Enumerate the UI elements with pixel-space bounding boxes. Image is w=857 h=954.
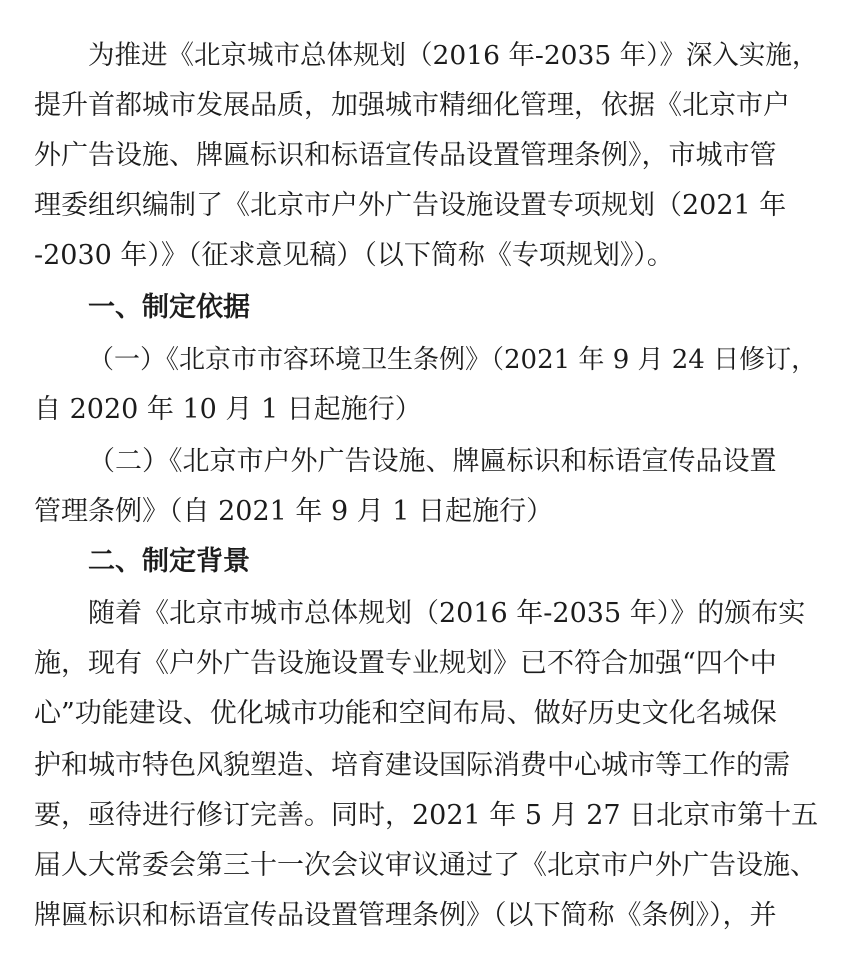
basis-line-3: （二）《北京市户外广告设施、牌匾标识和标语宣传品设置 xyxy=(88,446,777,477)
background-line-2: 施，现有《户外广告设施设置专业规划》已不符合加强“四个中 xyxy=(34,648,777,679)
background-line-7: 牌匾标识和标语宣传品设置管理条例》（以下简称《条例》），并 xyxy=(34,900,777,931)
background-line-3: 心”功能建设、优化城市功能和空间布局、做好历史文化名城保 xyxy=(34,698,777,729)
intro-line-4: 理委组织编制了《北京市户外广告设施设置专项规划（2021 年 xyxy=(34,190,787,221)
background-line-5: 要，亟待进行修订完善。同时，2021 年 5 月 27 日北京市第十五 xyxy=(34,800,819,831)
intro-line-5: -2030 年）》（征求意见稿）（以下简称《专项规划》）。 xyxy=(34,240,674,271)
background-line-4: 护和城市特色风貌塑造、培育建设国际消费中心城市等工作的需 xyxy=(34,750,790,781)
background-line-1: 随着《北京市城市总体规划（2016 年-2035 年）》的颁布实 xyxy=(88,598,806,629)
intro-line-3: 外广告设施、牌匾标识和标语宣传品设置管理条例》，市城市管 xyxy=(34,140,777,171)
intro-line-2: 提升首都城市发展品质，加强城市精细化管理，依据《北京市户 xyxy=(34,90,790,121)
basis-line-1: （一）《北京市市容环境卫生条例》（2021 年 9 月 24 日修订， xyxy=(88,345,818,375)
section-heading-basis: 一、制定依据 xyxy=(88,292,250,323)
intro-line-1: 为推进《北京城市总体规划（2016 年-2035 年）》深入实施， xyxy=(88,40,819,71)
basis-line-2: 自 2020 年 10 月 1 日起施行） xyxy=(34,394,422,425)
section-heading-background: 二、制定背景 xyxy=(88,546,250,577)
basis-line-4: 管理条例》（自 2021 年 9 月 1 日起施行） xyxy=(34,496,554,527)
background-line-6: 届人大常委会第三十一次会议审议通过了《北京市户外广告设施、 xyxy=(34,850,817,881)
